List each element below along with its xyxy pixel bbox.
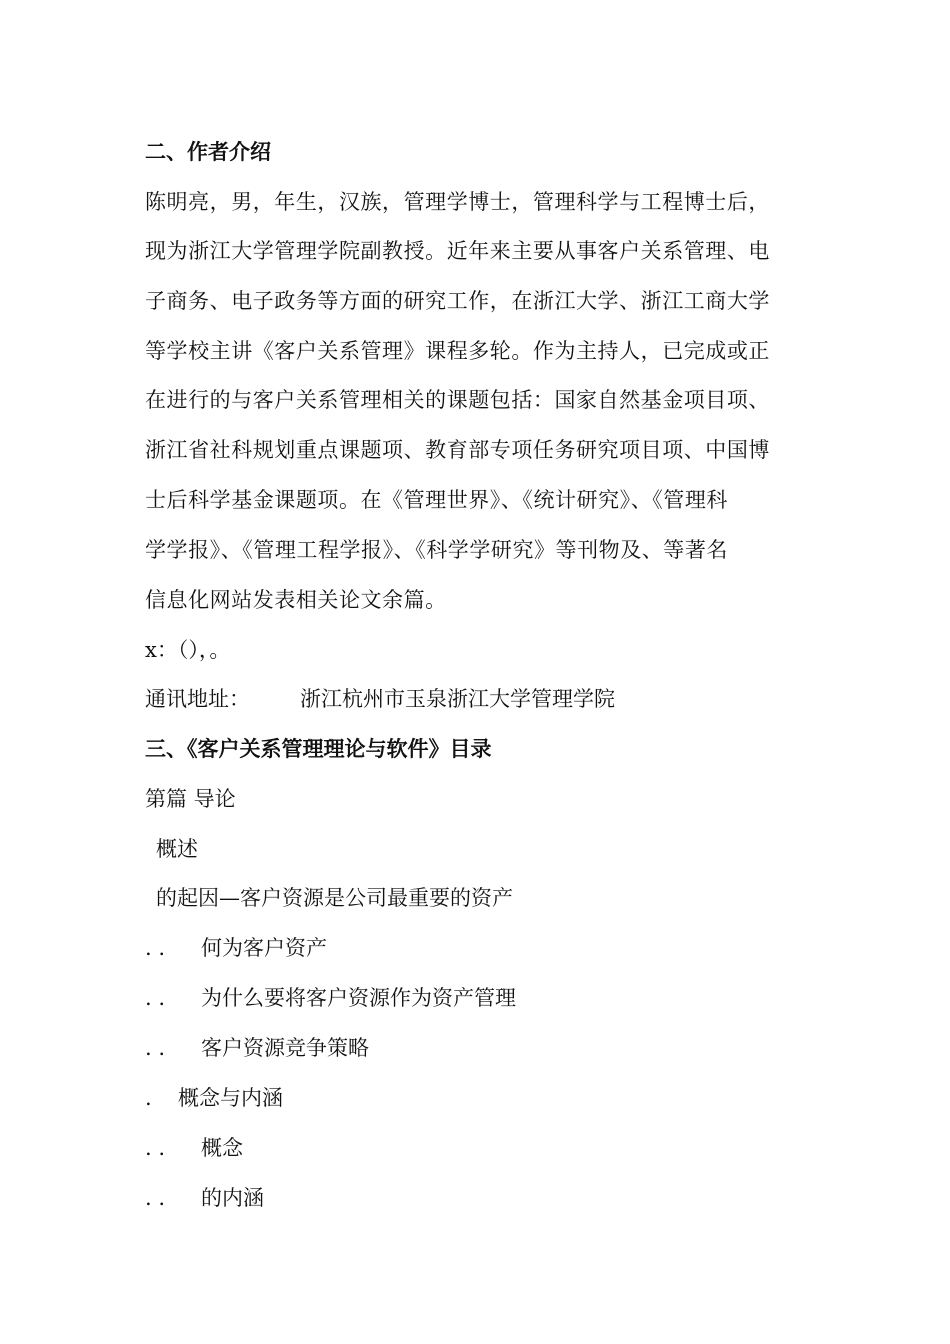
- paragraph-line: 陈明亮，男，年生，汉族，管理学博士，管理科学与工程博士后，: [145, 190, 770, 214]
- toc-item-text: 概念: [201, 1136, 243, 1160]
- paragraph-line: 学学报》、《管理工程学报》、《科学学研究》等刊物及、等著名: [145, 538, 728, 562]
- section-heading-toc: 三、《客户关系管理理论与软件》目录: [145, 736, 492, 761]
- paragraph-line: 信息化网站发表相关论文余篇。: [145, 588, 447, 612]
- section-heading-author: 二、作者介绍: [145, 139, 271, 164]
- toc-part: 第篇 导论: [145, 787, 236, 811]
- contact-line: x：（），。: [145, 638, 231, 662]
- toc-item: [145, 1034, 369, 1062]
- paragraph-line: 浙江省社科规划重点课题项、教育部专项任务研究项目项、中国博: [145, 438, 770, 462]
- toc-subsection-number: .: [145, 1086, 152, 1110]
- paragraph-line: 在进行的与客户关系管理相关的课题包括：国家自然基金项目项、: [145, 388, 770, 412]
- toc-item: [145, 1134, 243, 1162]
- toc-subsection: [145, 1084, 283, 1112]
- paragraph-line: 士后科学基金课题项。在《管理世界》、《统计研究》、《管理科: [145, 488, 728, 512]
- toc-item-number: . .: [145, 1186, 166, 1210]
- toc-item-text: 客户资源竞争策略: [201, 1036, 369, 1060]
- toc-item-number: . .: [145, 936, 166, 960]
- paragraph-line: 现为浙江大学管理学院副教授。近年来主要从事客户关系管理、电: [145, 239, 770, 263]
- toc-item: [145, 984, 516, 1012]
- toc-item-text: 为什么要将客户资源作为资产管理: [201, 986, 516, 1010]
- address-row: [145, 685, 615, 713]
- toc-item: [145, 1184, 264, 1212]
- toc-chapter: 概述: [156, 837, 198, 861]
- toc-item-number: . .: [145, 1036, 166, 1060]
- address-label: 通讯地址：: [145, 687, 250, 711]
- toc-item-text: 的内涵: [201, 1186, 264, 1210]
- toc-item-number: . .: [145, 1136, 166, 1160]
- toc-subsection-text: 概念与内涵: [178, 1086, 283, 1110]
- toc-item: [145, 934, 327, 962]
- toc-item-text: 何为客户资产: [201, 936, 327, 960]
- paragraph-line: 等学校主讲《客户关系管理》课程多轮。作为主持人，已完成或正: [145, 339, 770, 363]
- toc-item-number: . .: [145, 986, 166, 1010]
- address-value: 浙江杭州市玉泉浙江大学管理学院: [300, 687, 615, 711]
- toc-section: 的起因—客户资源是公司最重要的资产: [156, 886, 513, 910]
- paragraph-line: 子商务、电子政务等方面的研究工作，在浙江大学、浙江工商大学: [145, 289, 770, 313]
